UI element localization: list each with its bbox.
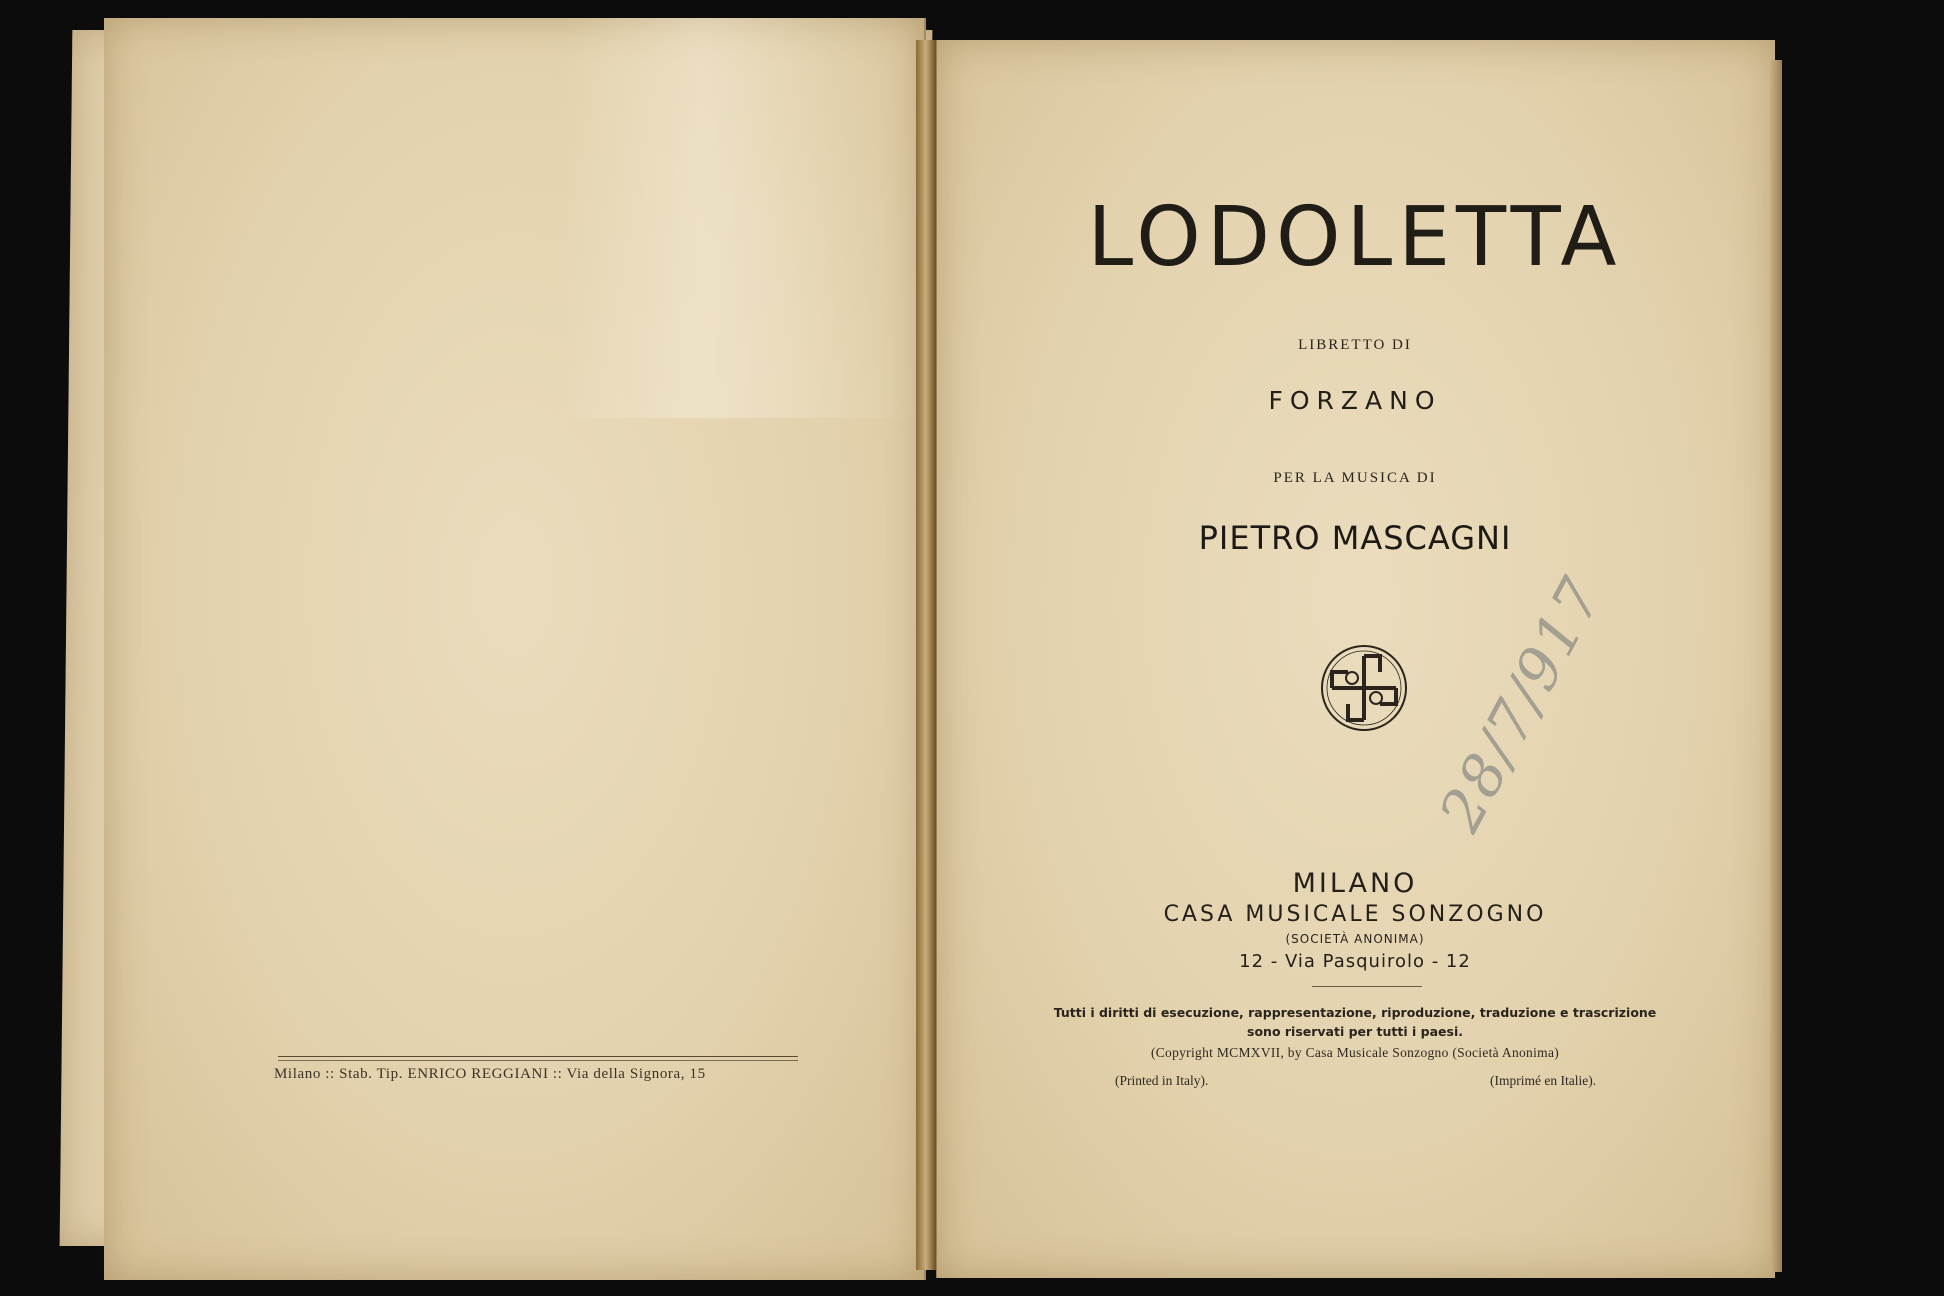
printed-in-italy: (Printed in Italy). (1115, 1073, 1209, 1088)
music-label: PER LA MUSICA DI (1273, 470, 1437, 486)
imprime-en-italie: (Imprimé en Italie). (1490, 1073, 1597, 1088)
rights-line-2: sono riservati per tutti i paesi. (1247, 1024, 1463, 1039)
sonzogno-publisher-logo-icon (1318, 642, 1410, 734)
publisher-address: 12 - Via Pasquirolo - 12 (1239, 951, 1471, 972)
imprint-divider (1312, 986, 1422, 987)
company-type: (SOCIETÀ ANONIMA) (1285, 932, 1425, 946)
publisher-name: CASA MUSICALE SONZOGNO (1163, 902, 1547, 927)
librettist-name: FORZANO (1268, 386, 1442, 415)
printer-imprint: Milano :: Stab. Tip. ENRICO REGGIANI :: Via della Signora, 15 (274, 1066, 706, 1082)
publisher-city: MILANO (1292, 868, 1418, 899)
libretto-label: LIBRETTO DI (1298, 337, 1412, 353)
printer-rule-thin (278, 1060, 798, 1061)
left-page-fold-mark (560, 18, 920, 418)
composer-name: PIETRO MASCAGNI (1198, 519, 1512, 557)
rights-notice (936, 1003, 1774, 1041)
rights-line-1: Tutti i diritti di esecuzione, rappresentazione, riproduzione, traduzione e trascrizione (1053, 1005, 1657, 1020)
book-title: LODOLETTA (1087, 190, 1623, 285)
handwritten-date: 28/7/917 (1426, 565, 1616, 842)
copyright-notice: (Copyright MCMXVII, by Casa Musicale Sonzogno (Società Anonima) (1150, 1045, 1560, 1060)
printer-rule (278, 1056, 798, 1057)
